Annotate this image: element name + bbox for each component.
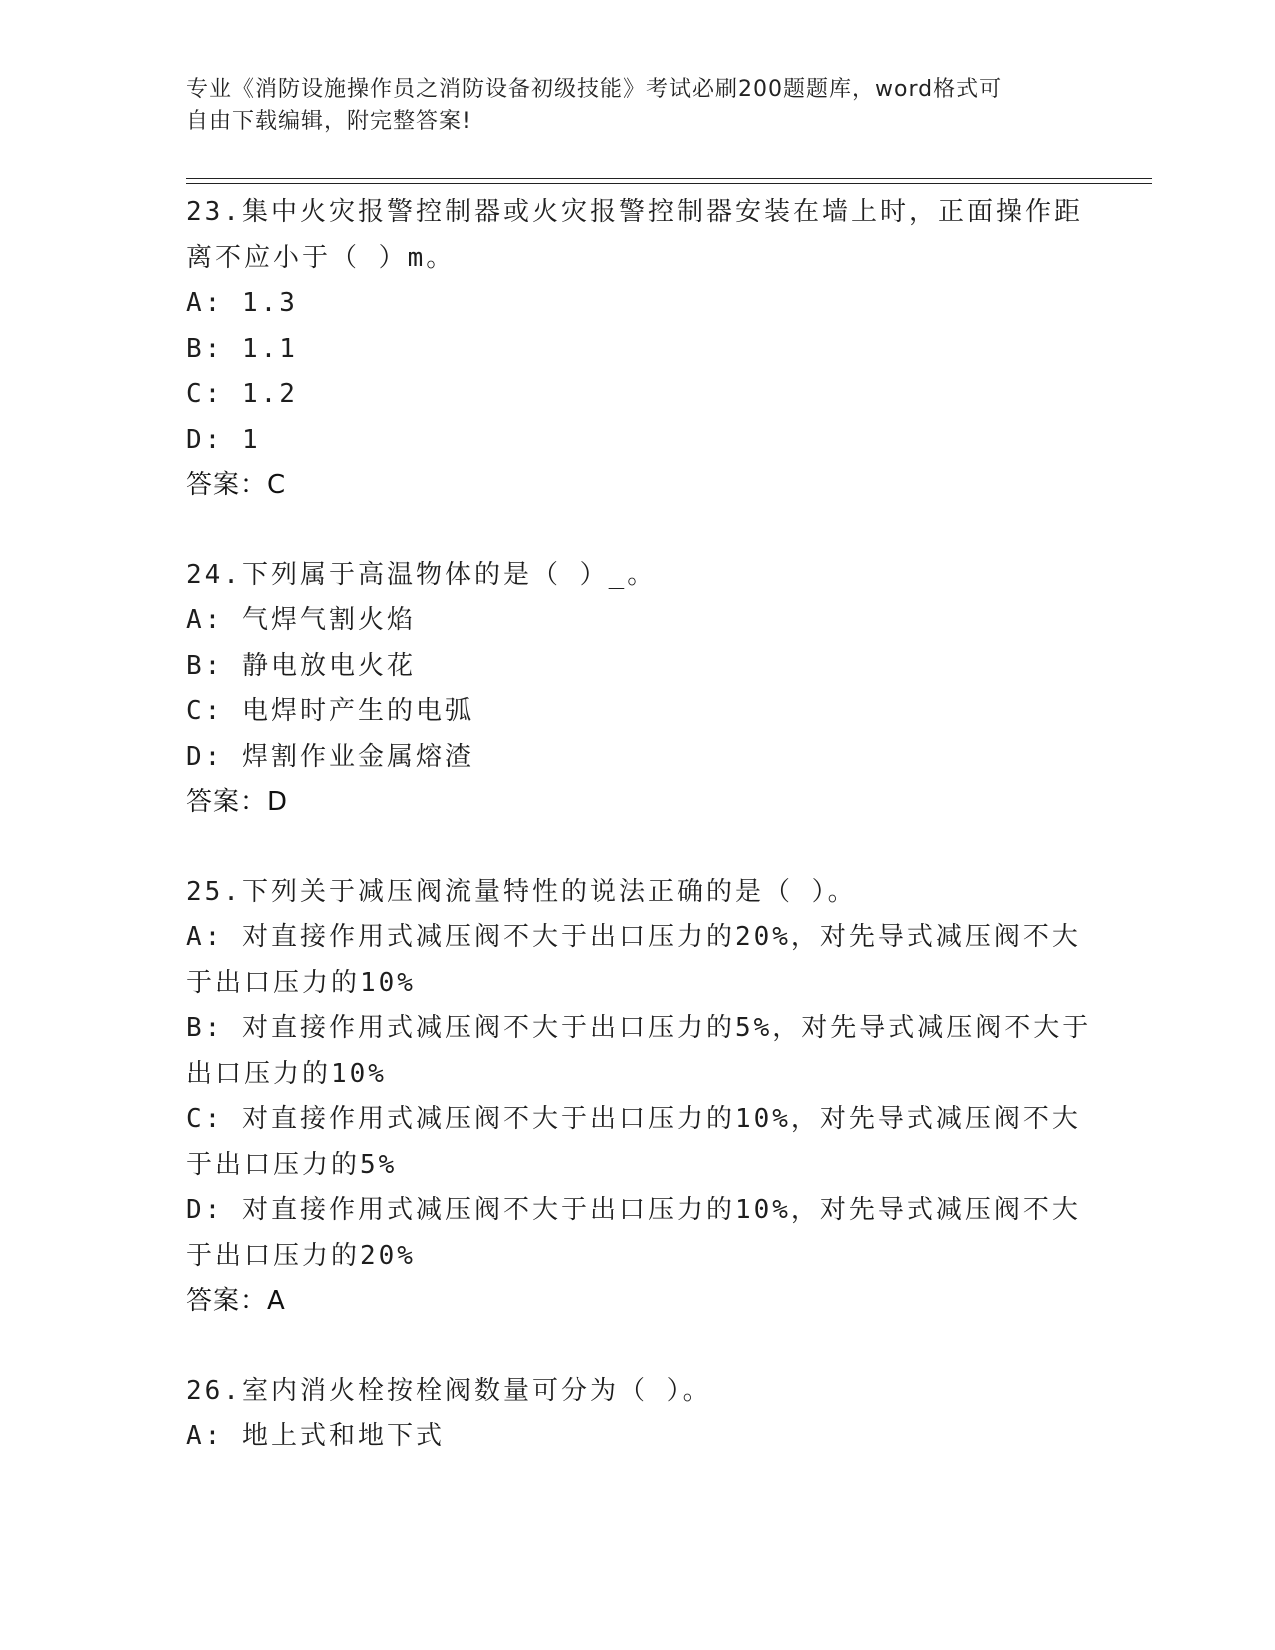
question-25-option-b-line-1: B: 对直接作用式减压阀不大于出口压力的5%，对先导式减压阀不大于 bbox=[186, 1013, 1092, 1043]
header-divider-bottom bbox=[186, 183, 1152, 184]
question-24-option-c: C: 电焊时产生的电弧 bbox=[186, 696, 474, 726]
question-23-option-b: B: 1.1 bbox=[186, 333, 298, 364]
question-25 bbox=[186, 870, 1092, 1325]
question-23-stem-line-2: 离不应小于（ ）m。 bbox=[186, 242, 456, 273]
question-23-option-c: C: 1.2 bbox=[186, 379, 298, 409]
question-23-option-a: A: 1.3 bbox=[186, 288, 298, 318]
header-line-1: 专业《消防设施操作员之消防设备初级技能》考试必刷200题题库，word格式可 bbox=[186, 77, 1003, 102]
question-25-option-c-line-2: 于出口压力的5% bbox=[186, 1149, 398, 1180]
question-25-option-d-line-2: 于出口压力的20% bbox=[186, 1240, 416, 1271]
question-24-stem-line-1: 24.下列属于高温物体的是（ ）_。 bbox=[186, 559, 657, 590]
question-25-option-a-line-1: A: 对直接作用式减压阀不大于出口压力的20%，对先导式减压阀不大 bbox=[186, 922, 1081, 952]
question-24-answer: 答案：D bbox=[186, 787, 289, 817]
question-26 bbox=[186, 1369, 1086, 1460]
question-26-option-a: A: 地上式和地下式 bbox=[186, 1421, 445, 1451]
question-25-option-d-line-1: D: 对直接作用式减压阀不大于出口压力的10%，对先导式减压阀不大 bbox=[186, 1195, 1081, 1225]
question-24-option-b: B: 静电放电火花 bbox=[186, 650, 416, 681]
question-23-option-d: D: 1 bbox=[186, 424, 261, 455]
question-25-stem-line-1: 25.下列关于减压阀流量特性的说法正确的是（ ）。 bbox=[186, 876, 857, 907]
question-24-option-a: A: 气焊气割火焰 bbox=[186, 605, 416, 635]
header-line-2: 自由下载编辑，附完整答案! bbox=[186, 109, 472, 134]
question-23 bbox=[186, 190, 1086, 509]
question-25-option-c-line-1: C: 对直接作用式减压阀不大于出口压力的10%，对先导式减压阀不大 bbox=[186, 1104, 1081, 1134]
question-23-answer: 答案：C bbox=[186, 470, 287, 500]
question-26-stem-line-1: 26.室内消火栓按栓阀数量可分为（ ）。 bbox=[186, 1375, 712, 1406]
question-24 bbox=[186, 553, 1086, 826]
question-list bbox=[186, 190, 1092, 1504]
question-23-stem-line-1: 23.集中火灾报警控制器或火灾报警控制器安装在墙上时，正面操作距 bbox=[186, 197, 1083, 227]
question-25-option-a-line-2: 于出口压力的10% bbox=[186, 967, 416, 998]
question-24-option-d: D: 焊割作业金属熔渣 bbox=[186, 741, 474, 772]
question-25-option-b-line-2: 出口压力的10% bbox=[186, 1058, 387, 1089]
header-divider-top bbox=[186, 178, 1152, 179]
question-25-answer: 答案：A bbox=[186, 1286, 286, 1316]
document-header bbox=[186, 74, 1086, 138]
